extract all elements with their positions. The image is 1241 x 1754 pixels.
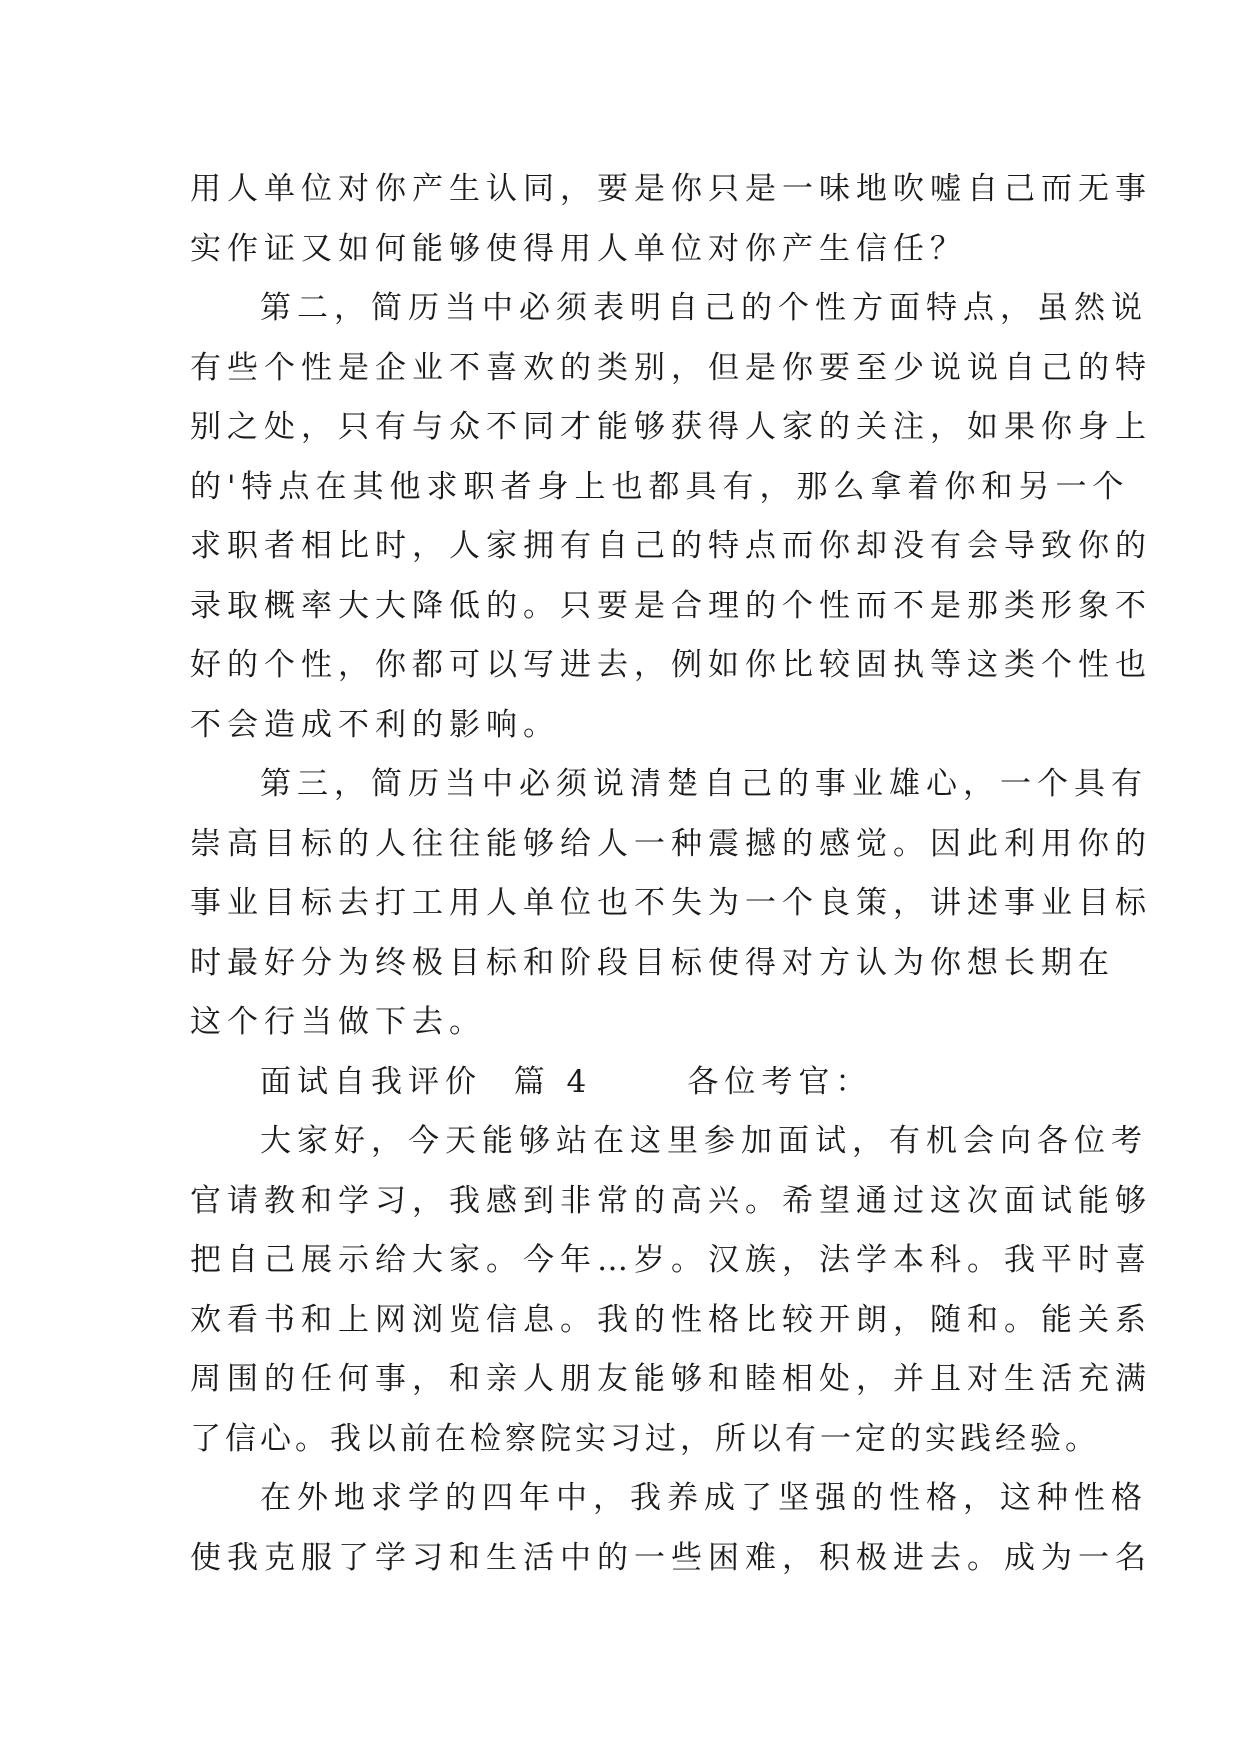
text-line: 好的个性，你都可以写进去，例如你比较固执等这类个性也: [190, 647, 1152, 683]
section-heading-line: 面试自我评价 篇 4 各位考官：: [260, 1063, 873, 1100]
text-line: 把自己展示给大家。今年…岁。汉族，法学本科。我平时喜: [190, 1242, 1152, 1278]
text-line: 欢看书和上网浏览信息。我的性格比较开朗，随和。能关系: [190, 1301, 1152, 1338]
text-line: 崇高目标的人往往能够给人一种震撼的感觉。因此利用你的: [190, 825, 1152, 862]
paragraph-start-line: 在外地求学的四年中，我养成了坚强的性格，这种性格: [260, 1480, 1148, 1516]
text-line: 使我克服了学习和生活中的一些困难，积极进去。成为一名: [190, 1539, 1152, 1576]
document-body: [190, 160, 1152, 1588]
text-line: 周围的任何事，和亲人朋友能够和睦相处，并且对生活充满: [190, 1361, 1152, 1397]
text-line: 这个行当做下去。: [190, 1004, 486, 1040]
text-line: 官请教和学习，我感到非常的高兴。希望通过这次面试能够: [190, 1182, 1152, 1219]
text-line: 别之处，只有与众不同才能够获得人家的关注，如果你身上: [190, 409, 1152, 445]
paragraph-start-line: 第二，简历当中必须表明自己的个性方面特点，虽然说: [260, 290, 1148, 326]
text-line: 事业目标去打工用人单位也不失为一个良策，讲述事业目标: [190, 885, 1152, 921]
text-line: 实作证又如何能够使得用人单位对你产生信任？: [190, 230, 967, 267]
paragraph-start-line: 第三，简历当中必须说清楚自己的事业雄心，一个具有: [260, 766, 1148, 802]
text-line: 用人单位对你产生认同，要是你只是一味地吹嘘自己而无事: [190, 171, 1152, 207]
text-line: 时最好分为终极目标和阶段目标使得对方认为你想长期在: [190, 944, 1115, 981]
text-line: 了信心。我以前在检察院实习过，所以有一定的实践经验。: [190, 1420, 1100, 1457]
text-line: 有些个性是企业不喜欢的类别，但是你要至少说说自己的特: [190, 349, 1152, 386]
text-line: 不会造成不利的影响。: [190, 706, 560, 743]
text-line: 求职者相比时，人家拥有自己的特点而你却没有会导致你的: [190, 528, 1152, 564]
text-line: 录取概率大大降低的。只要是合理的个性而不是那类形象不: [190, 587, 1152, 624]
paragraph-start-line: 大家好，今天能够站在这里参加面试，有机会向各位考: [260, 1123, 1148, 1159]
text-line: 的'特点在其他求职者身上也都具有，那么拿着你和另一个: [190, 468, 1130, 505]
